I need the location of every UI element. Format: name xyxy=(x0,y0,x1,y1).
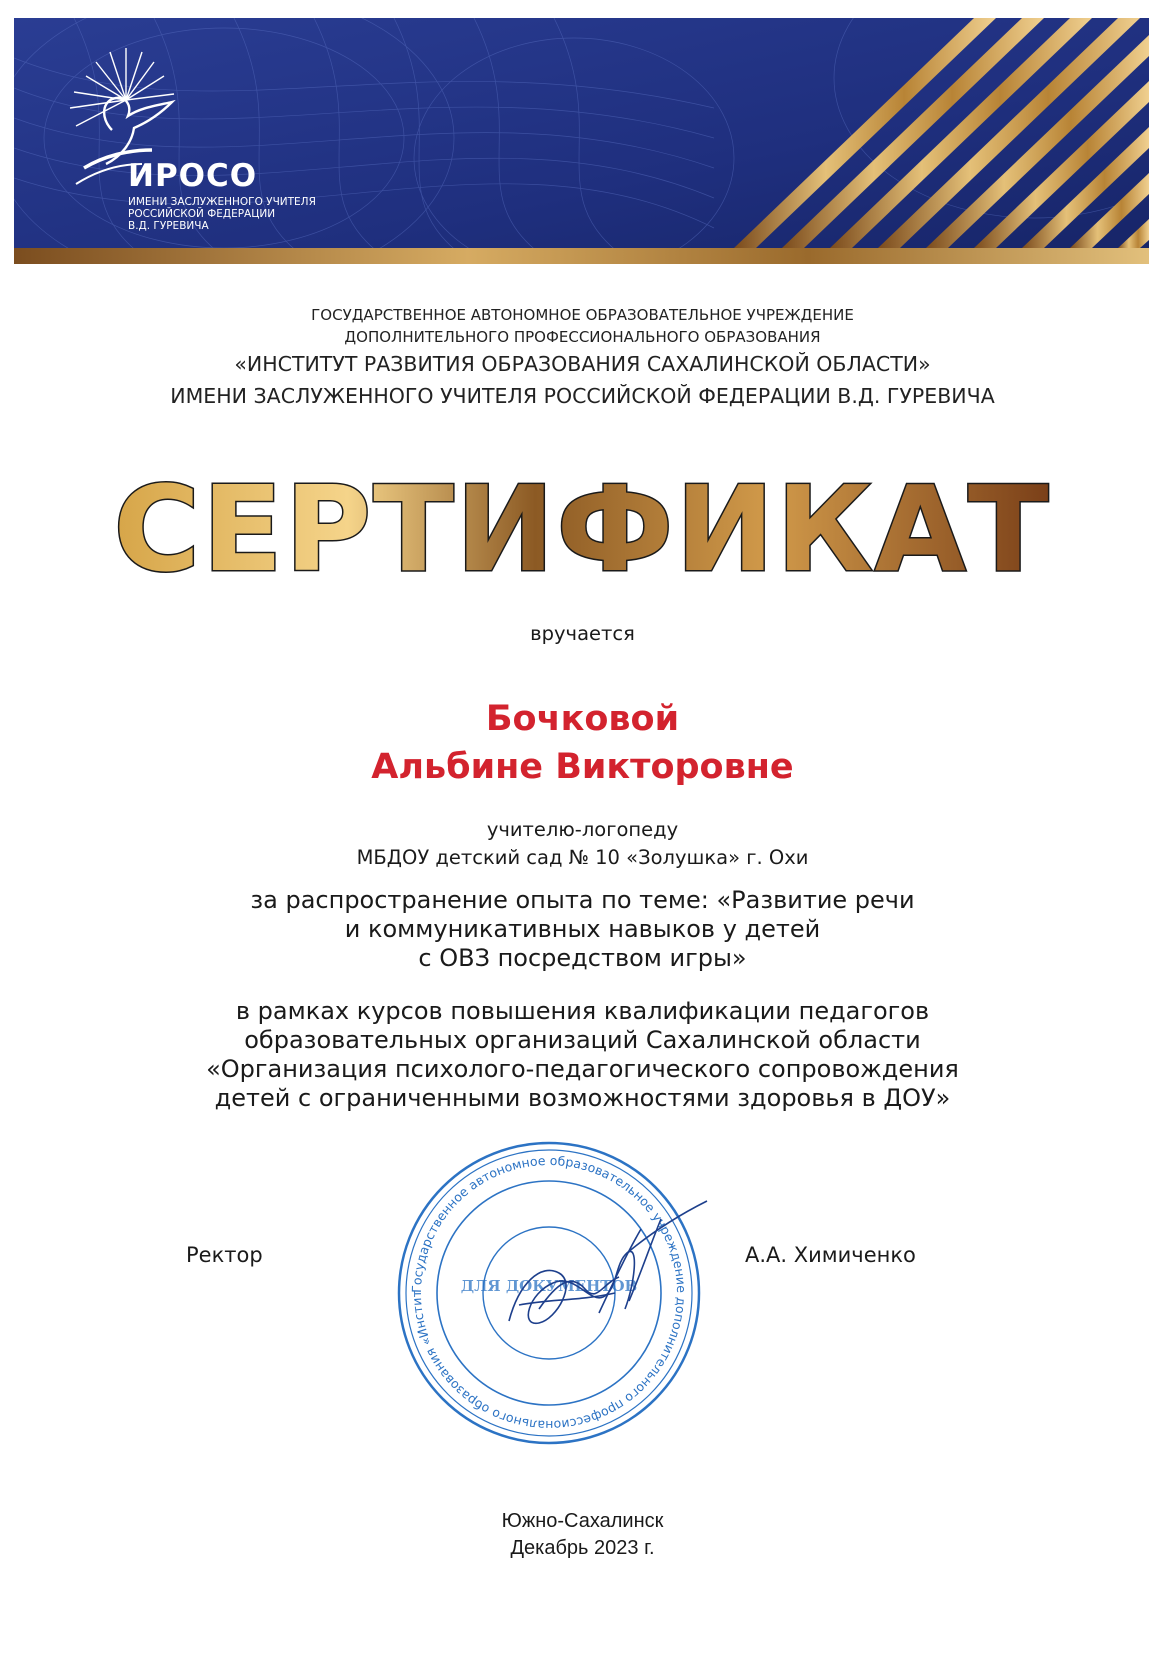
course-block xyxy=(0,997,1165,1113)
course-line: детей с ограниченными возможностями здоровья в ДОУ» xyxy=(214,1084,951,1112)
footer-city: Южно-Сахалинск xyxy=(501,1510,664,1532)
logo-subtitle-line: РОССИЙСКОЙ ФЕДЕРАЦИИ xyxy=(128,208,276,220)
certificate-title xyxy=(0,458,1165,598)
recipient-role: учителю-логопеду xyxy=(486,818,679,841)
signatory-role: Ректор xyxy=(186,1243,263,1267)
footer-date: Декабрь 2023 г. xyxy=(510,1537,655,1559)
institution-line-4: ИМЕНИ ЗАСЛУЖЕННОГО УЧИТЕЛЯ РОССИЙСКОЙ ФЕДЕРАЦИИ В.Д. ГУРЕВИЧА xyxy=(170,384,995,408)
logo-subtitle xyxy=(128,196,316,232)
reason-line: с ОВЗ посредством игры» xyxy=(418,944,747,972)
logo-title: ИРОСО xyxy=(128,158,258,194)
reason-line: за распространение опыта по теме: «Развитие речи xyxy=(250,886,915,914)
logo-subtitle-line: В.Д. ГУРЕВИЧА xyxy=(128,220,209,232)
course-line: «Организация психолого-педагогического сопровождения xyxy=(206,1055,959,1083)
reason-block xyxy=(0,886,1165,973)
logo-subtitle-line: ИМЕНИ ЗАСЛУЖЕННОГО УЧИТЕЛЯ xyxy=(128,196,316,208)
stamp-ring-text: Государственное автономное образовательное учреждение дополнительного профессионального образования «Инстит xyxy=(408,1152,690,1434)
footer xyxy=(0,1508,1165,1562)
recipient-organization: МБДОУ детский сад № 10 «Золушка» г. Охи xyxy=(356,846,809,869)
certificate-title-text: СЕРТИФИКАТ xyxy=(113,460,1051,598)
signatory-name: А.А. Химиченко xyxy=(745,1243,916,1267)
awarded-text: вручается xyxy=(530,622,635,645)
institution-line-1: ГОСУДАРСТВЕННОЕ АВТОНОМНОЕ ОБРАЗОВАТЕЛЬНОЕ УЧРЕЖДЕНИЕ xyxy=(311,306,854,324)
reason-line: и коммуникативных навыков у детей xyxy=(344,915,821,943)
recipient-given-name: Альбине Викторовне xyxy=(371,747,794,787)
official-stamp xyxy=(389,1133,709,1453)
stamp-center-text: ДЛЯ ДОКУМЕНТОВ xyxy=(460,1277,638,1295)
institution-line-3: «ИНСТИТУТ РАЗВИТИЯ ОБРАЗОВАНИЯ САХАЛИНСКОЙ ОБЛАСТИ» xyxy=(234,352,931,376)
recipient-surname: Бочковой xyxy=(485,699,680,739)
course-line: в рамках курсов повышения квалификации педагогов xyxy=(235,997,930,1025)
course-line: образовательных организаций Сахалинской области xyxy=(244,1026,921,1054)
institution-line-2: ДОПОЛНИТЕЛЬНОГО ПРОФЕССИОНАЛЬНОГО ОБРАЗОВАНИЯ xyxy=(344,328,821,346)
